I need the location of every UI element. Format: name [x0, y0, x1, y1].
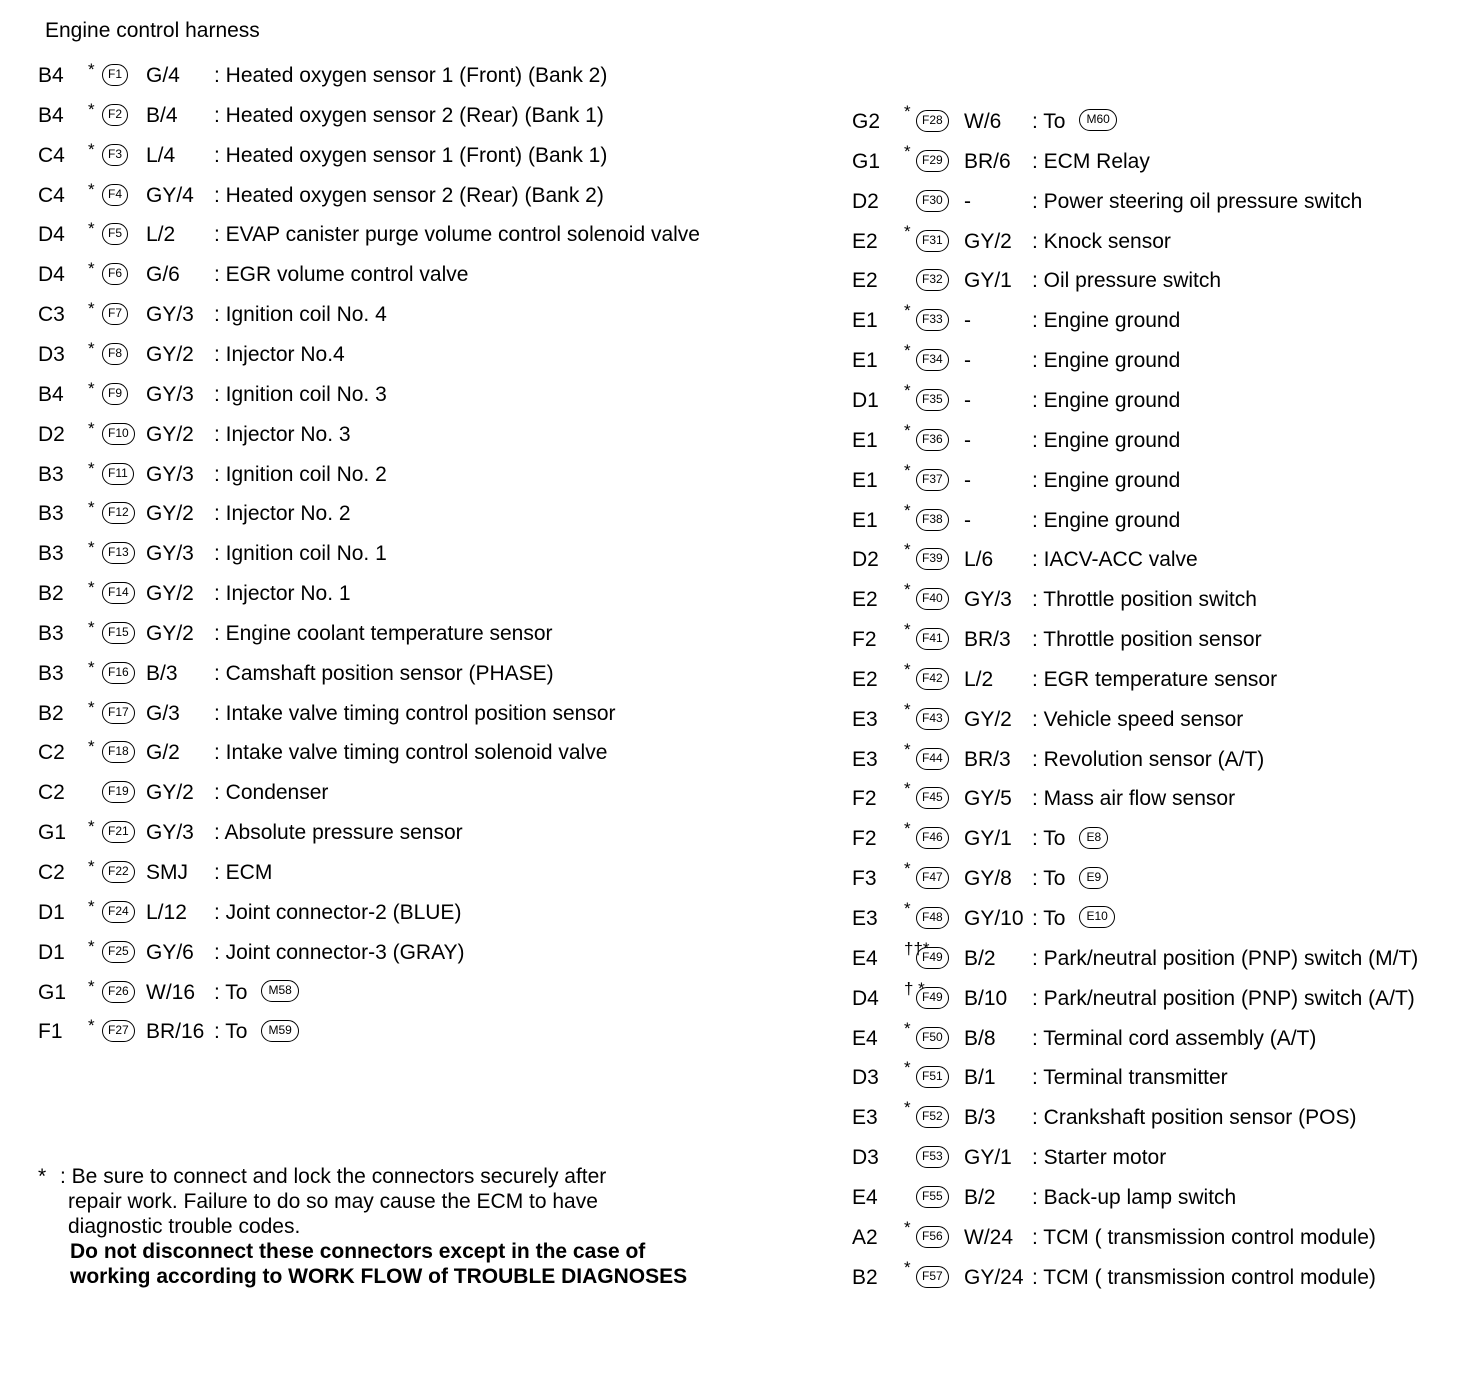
location-code: D2 — [852, 189, 879, 213]
connector-description: : Mass air flow sensor — [1032, 787, 1236, 811]
connector-id: F49 — [916, 987, 949, 1009]
wire-code: GY/1 — [964, 827, 1012, 851]
connector-description: : To M58 — [214, 973, 299, 1013]
wire-code: G/2 — [146, 741, 180, 765]
connector-description: : Absolute pressure sensor — [214, 821, 463, 845]
connector-id: F46 — [916, 827, 949, 849]
connector-id: F28 — [916, 110, 949, 132]
connector-id: F27 — [102, 1020, 135, 1042]
connector-description: : Intake valve timing control solenoid valve — [214, 741, 608, 765]
location-code: G1 — [38, 821, 67, 845]
lock-star: * — [904, 102, 911, 121]
connector-id: F49 — [916, 947, 949, 969]
connector-description: : Heated oxygen sensor 1 (Front) (Bank 1) — [214, 143, 608, 167]
target-connector-id: E9 — [1079, 867, 1108, 889]
connector-description: : ECM — [214, 861, 273, 884]
wire-code: GY/3 — [964, 588, 1012, 612]
connector-id: F32 — [916, 269, 949, 291]
location-code: D2 — [852, 548, 879, 572]
lock-star: * — [904, 1018, 911, 1038]
location-code: B3 — [38, 661, 64, 685]
lock-star: * — [88, 219, 95, 239]
connector-id: F6 — [102, 263, 128, 285]
wire-code: B/2 — [964, 1185, 996, 1209]
connector-id: F3 — [102, 144, 128, 166]
connector-id: F10 — [102, 423, 135, 445]
wire-code: L/12 — [146, 900, 187, 924]
location-code: B2 — [852, 1265, 878, 1289]
connector-id: F41 — [916, 628, 949, 650]
connector-description: : Joint connector-3 (GRAY) — [214, 940, 465, 964]
connector-description: : Starter motor — [1032, 1146, 1167, 1170]
location-code: D4 — [38, 223, 65, 247]
wire-code: GY/2 — [146, 342, 194, 366]
connector-description: : Revolution sensor (A/T) — [1032, 747, 1265, 771]
connector-id: F8 — [102, 343, 128, 365]
location-code: F1 — [38, 1020, 63, 1044]
lock-star: * — [88, 338, 95, 358]
location-code: E1 — [852, 428, 878, 452]
connector-id: F19 — [102, 781, 135, 803]
lock-star: * — [88, 299, 95, 319]
location-code: B2 — [38, 582, 64, 606]
location-code: G2 — [852, 110, 881, 133]
wire-code: B/2 — [964, 946, 996, 970]
connector-description: : EGR volume control valve — [214, 263, 469, 287]
wire-code: GY/6 — [146, 940, 194, 964]
connector-id: F55 — [916, 1186, 949, 1208]
wire-code: - — [964, 468, 971, 492]
wire-code: GY/2 — [146, 582, 194, 606]
location-code: E4 — [852, 946, 878, 970]
lock-star: * — [904, 141, 911, 161]
connector-id: F47 — [916, 867, 949, 889]
connector-id: F22 — [102, 861, 135, 883]
connector-description: : Throttle position sensor — [1032, 628, 1262, 652]
location-code: E1 — [852, 349, 878, 373]
location-code: E4 — [852, 1026, 878, 1050]
wire-code: - — [964, 349, 971, 373]
location-code: D1 — [38, 940, 65, 964]
connector-description: : Ignition coil No. 2 — [214, 462, 387, 486]
wire-code: GY/24 — [964, 1265, 1024, 1289]
connector-id: F13 — [102, 542, 135, 564]
lock-star: * — [88, 498, 95, 518]
location-code: B4 — [38, 103, 64, 127]
connector-description: : Heated oxygen sensor 2 (Rear) (Bank 2) — [214, 183, 604, 207]
lock-star: * — [904, 580, 911, 600]
connector-description: : Engine ground — [1032, 508, 1181, 532]
lock-star: * — [904, 1058, 911, 1078]
connector-id: F51 — [916, 1066, 949, 1088]
lock-star: * — [88, 657, 95, 677]
wire-code: B/3 — [146, 661, 178, 685]
wire-code: GY/2 — [964, 229, 1012, 253]
location-code: B3 — [38, 542, 64, 566]
connector-id: F26 — [102, 981, 135, 1003]
connector-id: F17 — [102, 702, 135, 724]
wire-code: B/1 — [964, 1066, 996, 1090]
note-line-5: working according to WORK FLOW of TROUBLE DIAGNOSES — [70, 1265, 688, 1288]
note-line-1: : Be sure to connect and lock the connectors securely after — [60, 1165, 607, 1188]
connector-description: : Ignition coil No. 3 — [214, 382, 387, 406]
wire-code: - — [964, 189, 971, 213]
connector-id: F42 — [916, 668, 949, 690]
connector-description: : To M60 — [1032, 102, 1117, 142]
connector-description: : Heated oxygen sensor 2 (Rear) (Bank 1) — [214, 103, 604, 127]
wire-code: GY/10 — [964, 907, 1024, 930]
connector-id: F2 — [102, 104, 128, 126]
lock-star: * — [88, 817, 95, 837]
wire-code: - — [964, 508, 971, 532]
wire-code: G/6 — [146, 263, 180, 287]
location-code: E1 — [852, 309, 878, 333]
location-code: C2 — [38, 781, 65, 805]
connector-description: : Engine ground — [1032, 468, 1181, 492]
lock-star: * — [88, 1016, 95, 1036]
wire-code: GY/1 — [964, 269, 1012, 293]
connector-description: : ECM Relay — [1032, 149, 1150, 173]
connector-id: F24 — [102, 901, 135, 923]
wire-code: B/8 — [964, 1026, 996, 1050]
location-code: D1 — [852, 388, 879, 412]
location-code: C2 — [38, 861, 65, 884]
lock-star: * — [904, 859, 911, 879]
lock-star: * — [904, 500, 911, 520]
wire-code: BR/6 — [964, 149, 1011, 173]
wire-code: GY/1 — [964, 1146, 1012, 1170]
connector-id: F33 — [916, 309, 949, 331]
connector-id: F1 — [102, 64, 128, 86]
connector-description: : Engine ground — [1032, 349, 1181, 373]
connector-id: F21 — [102, 821, 135, 843]
wire-code: SMJ — [146, 861, 188, 884]
lock-star: * — [88, 617, 95, 637]
connector-description: : Injector No. 3 — [214, 422, 351, 446]
connector-id: F4 — [102, 184, 128, 206]
lock-star: * — [904, 620, 911, 640]
connector-description: : Joint connector-2 (BLUE) — [214, 900, 462, 924]
connector-description: : Engine coolant temperature sensor — [214, 621, 553, 645]
location-code: E3 — [852, 707, 878, 731]
connector-id: F35 — [916, 389, 949, 411]
location-code: G1 — [38, 980, 67, 1004]
location-code: E3 — [852, 747, 878, 771]
page-title: Engine control harness — [45, 19, 260, 42]
connector-description: : Engine ground — [1032, 428, 1181, 452]
lock-star: * — [88, 538, 95, 558]
connector-description: : EVAP canister purge volume control solenoid valve — [214, 223, 700, 247]
wire-code: W/16 — [146, 980, 196, 1004]
connector-id: F16 — [102, 662, 135, 684]
connector-description: : Ignition coil No. 1 — [214, 542, 387, 566]
wire-code: L/2 — [964, 667, 994, 691]
connector-description: : To M59 — [214, 1012, 299, 1052]
connector-id: F57 — [916, 1266, 949, 1288]
connector-description: : To E8 — [1032, 819, 1108, 859]
lock-star: * — [88, 179, 95, 199]
lock-star: * — [88, 896, 95, 916]
connector-description: : Park/neutral position (PNP) switch (M/T) — [1032, 946, 1419, 970]
connector-description: : Camshaft position sensor (PHASE) — [214, 661, 554, 685]
lock-star: * — [88, 139, 95, 159]
connector-description: : Vehicle speed sensor — [1032, 707, 1244, 731]
connector-description: : Heated oxygen sensor 1 (Front) (Bank 2) — [214, 64, 608, 87]
location-code: E2 — [852, 229, 878, 253]
lock-star: ††* — [904, 938, 930, 958]
connector-id: F7 — [102, 303, 128, 325]
lock-star: * — [88, 737, 95, 757]
connector-id: F44 — [916, 748, 949, 770]
lock-star: * — [88, 99, 95, 119]
connector-id: F38 — [916, 509, 949, 531]
wire-code: GY/5 — [964, 787, 1012, 811]
connector-id: F56 — [916, 1226, 949, 1248]
lock-star: * — [904, 659, 911, 679]
connector-id: F37 — [916, 469, 949, 491]
location-code: C2 — [38, 741, 65, 765]
connector-id: F29 — [916, 150, 949, 172]
lock-star: * — [88, 976, 95, 996]
connector-id: F5 — [102, 223, 128, 245]
connector-description: : TCM ( transmission control module) — [1032, 1265, 1376, 1289]
lock-star: * — [904, 341, 911, 361]
wire-code: W/24 — [964, 1225, 1014, 1249]
location-code: D1 — [38, 900, 65, 924]
wire-code: W/6 — [964, 110, 1002, 133]
connector-description: : To E9 — [1032, 859, 1108, 899]
location-code: B2 — [38, 701, 64, 725]
lock-star: * — [88, 857, 95, 876]
wire-code: GY/2 — [146, 422, 194, 446]
wire-code: - — [964, 309, 971, 333]
note-line-4: Do not disconnect these connectors except in the case of — [70, 1240, 646, 1263]
connector-id: F43 — [916, 708, 949, 730]
wire-code: GY/3 — [146, 542, 194, 566]
location-code: C4 — [38, 183, 65, 207]
wire-code: GY/4 — [146, 183, 194, 207]
connector-id: F40 — [916, 588, 949, 610]
wire-code: B/4 — [146, 103, 178, 127]
location-code: D3 — [852, 1066, 879, 1090]
wire-code: GY/2 — [146, 621, 194, 645]
wire-code: - — [964, 428, 971, 452]
connector-id: F48 — [916, 907, 949, 929]
wire-code: GY/2 — [146, 781, 194, 805]
location-code: E4 — [852, 1185, 878, 1209]
lock-star: * — [88, 378, 95, 398]
wire-code: GY/3 — [146, 382, 194, 406]
connector-id: F9 — [102, 383, 128, 405]
lock-star: * — [904, 819, 911, 839]
connector-description: : Throttle position switch — [1032, 588, 1257, 612]
location-code: E3 — [852, 1106, 878, 1130]
connector-id: F14 — [102, 582, 135, 604]
note-star: * — [38, 1165, 47, 1188]
connector-description: : Back-up lamp switch — [1032, 1185, 1237, 1209]
lock-star: * — [904, 221, 911, 241]
connector-description: : Park/neutral position (PNP) switch (A/T) — [1032, 986, 1415, 1010]
connector-description: : To E10 — [1032, 899, 1115, 939]
lock-star: * — [904, 1098, 911, 1118]
wire-code: G/4 — [146, 64, 180, 87]
connector-description: : Condenser — [214, 781, 329, 805]
connector-id: F12 — [102, 502, 135, 524]
lock-star: * — [904, 301, 911, 321]
connector-description: : EGR temperature sensor — [1032, 667, 1278, 691]
wire-code: BR/3 — [964, 747, 1011, 771]
location-code: C3 — [38, 303, 65, 327]
connector-description: : Terminal transmitter — [1032, 1066, 1228, 1090]
lock-star: * — [88, 259, 95, 279]
location-code: D3 — [38, 342, 65, 366]
connector-description: : IACV-ACC valve — [1032, 548, 1198, 572]
connector-description: : Injector No. 1 — [214, 582, 351, 606]
connector-id: F34 — [916, 349, 949, 371]
wire-code: BR/16 — [146, 1020, 205, 1044]
connector-description: : Injector No. 2 — [214, 502, 351, 526]
connector-description: : Injector No.4 — [214, 342, 345, 366]
location-code: D2 — [38, 422, 65, 446]
location-code: E2 — [852, 588, 878, 612]
lock-star: * — [904, 420, 911, 440]
connector-id: F15 — [102, 622, 135, 644]
lock-star: * — [88, 936, 95, 956]
location-code: E2 — [852, 667, 878, 691]
lock-star: * — [904, 540, 911, 560]
wire-code: GY/3 — [146, 821, 194, 845]
connector-description: : Terminal cord assembly (A/T) — [1032, 1026, 1317, 1050]
target-connector-id: M58 — [261, 980, 298, 1002]
location-code: B4 — [38, 64, 64, 87]
wire-code: L/2 — [146, 223, 176, 247]
location-code: F2 — [852, 628, 877, 652]
location-code: B4 — [38, 382, 64, 406]
location-code: C4 — [38, 143, 65, 167]
target-connector-id: E8 — [1079, 827, 1108, 849]
lock-star: * — [904, 1257, 911, 1277]
wire-code: GY/2 — [146, 502, 194, 526]
location-code: D4 — [38, 263, 65, 287]
wire-code: L/6 — [964, 548, 994, 572]
connector-description: : Engine ground — [1032, 388, 1181, 412]
connector-description: : Intake valve timing control position sensor — [214, 701, 616, 725]
connector-id: F11 — [102, 463, 134, 485]
lock-star: * — [904, 380, 911, 400]
connector-description: : Engine ground — [1032, 309, 1181, 333]
lock-star: * — [88, 458, 95, 478]
lock-star: * — [88, 60, 95, 79]
lock-star: * — [904, 739, 911, 759]
wire-code: GY/3 — [146, 303, 194, 327]
wire-code: B/3 — [964, 1106, 996, 1130]
connector-id: F53 — [916, 1146, 949, 1168]
location-code: D3 — [852, 1146, 879, 1170]
location-code: B3 — [38, 502, 64, 526]
connector-id: F30 — [916, 190, 949, 212]
location-code: A2 — [852, 1225, 878, 1249]
target-connector-id: M60 — [1079, 109, 1116, 131]
note-line-3: diagnostic trouble codes. — [68, 1215, 301, 1238]
location-code: E1 — [852, 508, 878, 532]
wire-code: L/4 — [146, 143, 176, 167]
lock-star: † * — [904, 978, 925, 998]
connector-id: F18 — [102, 741, 135, 763]
connector-description: : Power steering oil pressure switch — [1032, 189, 1363, 213]
wire-code: GY/2 — [964, 707, 1012, 731]
connector-id: F25 — [102, 941, 135, 963]
wire-code: B/10 — [964, 986, 1008, 1010]
location-code: F2 — [852, 827, 877, 851]
lock-star: * — [88, 578, 95, 598]
wire-code: GY/3 — [146, 462, 194, 486]
location-code: E1 — [852, 468, 878, 492]
location-code: E2 — [852, 269, 878, 293]
wire-code: - — [964, 388, 971, 412]
connector-description: : Knock sensor — [1032, 229, 1171, 253]
connector-id: F36 — [916, 429, 949, 451]
lock-star: * — [904, 699, 911, 719]
connector-id: F39 — [916, 548, 949, 570]
connector-description: : Ignition coil No. 4 — [214, 303, 387, 327]
location-code: G1 — [852, 149, 881, 173]
target-connector-id: M59 — [261, 1020, 298, 1042]
location-code: B3 — [38, 462, 64, 486]
note-line-2: repair work. Failure to do so may cause the ECM to have — [68, 1190, 598, 1213]
lock-star: * — [904, 1217, 911, 1237]
connector-id: F50 — [916, 1027, 949, 1049]
target-connector-id: E10 — [1079, 906, 1114, 928]
connector-description: : Oil pressure switch — [1032, 269, 1222, 293]
connector-id: F45 — [916, 787, 949, 809]
connector-id: F52 — [916, 1106, 949, 1128]
wire-code: G/3 — [146, 701, 180, 725]
wire-code: BR/3 — [964, 628, 1011, 652]
lock-star: * — [904, 460, 911, 480]
lock-star: * — [88, 697, 95, 717]
connector-description: : Crankshaft position sensor (POS) — [1032, 1106, 1357, 1130]
location-code: E3 — [852, 907, 878, 930]
connector-id: F31 — [916, 230, 949, 252]
wire-code: GY/8 — [964, 867, 1012, 891]
connector-description: : TCM ( transmission control module) — [1032, 1225, 1376, 1249]
lock-star: * — [904, 899, 911, 918]
location-code: D4 — [852, 986, 879, 1010]
location-code: B3 — [38, 621, 64, 645]
location-code: F3 — [852, 867, 877, 891]
lock-star: * — [88, 418, 95, 438]
location-code: F2 — [852, 787, 877, 811]
lock-star: * — [904, 779, 911, 799]
